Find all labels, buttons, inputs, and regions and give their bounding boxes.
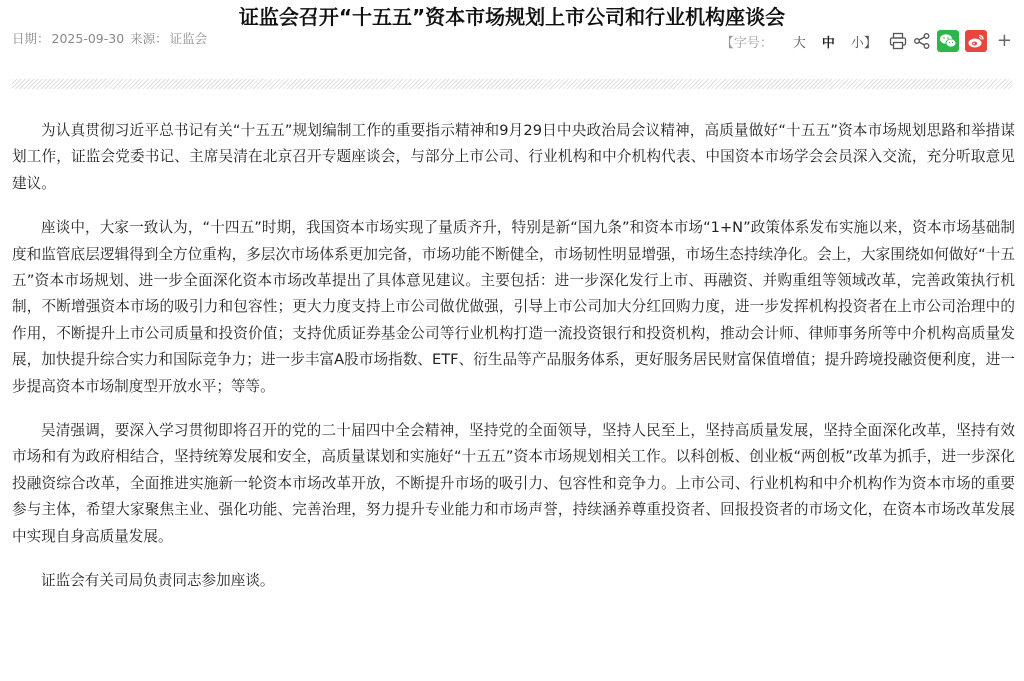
source-label: 来源： <box>130 31 168 46</box>
wechat-icon[interactable] <box>937 30 959 52</box>
font-size-small-button[interactable]: 小】 <box>850 35 877 51</box>
article-paragraph: 座谈中，大家一致认为，“十四五”时期，我国资本市场实现了量质齐升，特别是新“国九条”和资本市场“1+N”政策体系发布实施以来，资本市场基础制度和监管底层逻辑得到全方位重构，多层次市场体系更加完备，市场功能不断健全，市场韧性明显增强，市场生态持续净化。会上，大家围绕如何做好“十五五”资本市场规划、进一步全面深化资本市场改革提出了具体意见建议。主要包括：进一步深化发行上市、再融资、并购重组等领域改革，完善政策执行机制，不断增强资本市场的吸引力和包容性；更大力度支持上市公司做优做强，引导上市公司加大分红回购力度，进一步发挥机构投资者在上市公司治理中的作用，不断提升上市公司质量和投资价值；支持优质证券基金公司等行业机构打造一流投资银行和投资机构，推动会计师、律师事务所等中介机构高质量发展，加快提升综合实力和国际竞争力；进一步丰富A股市场指数、ETF、衍生品等产品服务体系，更好服务居民财富保值增值；提升跨境投融资便利度，进一步提高资本市场制度型开放水平；等等。 <box>12 219 1015 395</box>
print-icon[interactable] <box>889 32 907 50</box>
font-size-label: 【字号： <box>720 35 773 51</box>
article-paragraph: 证监会有关司局负责同志参加座谈。 <box>41 572 275 590</box>
date-label: 日期： <box>12 31 50 46</box>
share-icon[interactable] <box>913 32 931 50</box>
header-divider <box>12 79 1012 89</box>
article-meta <box>12 29 209 49</box>
article-paragraph: 吴清强调，要深入学习贯彻即将召开的党的二十届四中全会精神，坚持党的全面领导，坚持人民至上，坚持高质量发展，坚持全面深化改革，坚持有效市场和有为政府相结合，坚持统筹发展和安全，高质量谋划和实施好“十五五”资本市场规划相关工作。以科创板、创业板“两创板”改革为抓手，进一步深化投融资综合改革，全面推进实施新一轮资本市场改革开放，不断提升市场的吸引力、包容性和竞争力。上市公司、行业机构和中介机构作为资本市场的重要参与主体，希望大家聚焦主业、强化功能、完善治理，努力提升专业能力和市场声誉，持续涵养尊重投资者、回报投资者的市场文化，在资本市场改革发展中实现自身高质量发展。 <box>12 422 1015 545</box>
article-paragraph: 为认真贯彻习近平总书记有关“十五五”规划编制工作的重要指示精神和9月29日中央政治局会议精神，高质量做好“十五五”资本市场规划思路和举措谋划工作，证监会党委书记、主席吴清在北京召开专题座谈会，与部分上市公司、行业机构和中介机构代表、中国资本市场学会会员深入交流，充分听取意见建议。 <box>12 122 1015 192</box>
article-body <box>12 118 1015 613</box>
article-source: 证监会 <box>169 31 208 46</box>
article-toolbar <box>721 28 1012 54</box>
article-date: 2025-09-30 <box>51 31 125 46</box>
font-size-large-button[interactable]: 大 <box>792 35 806 51</box>
article-title: 证监会召开“十五五”资本市场规划上市公司和行业机构座谈会 <box>238 5 786 29</box>
plus-icon[interactable]: + <box>996 30 1012 51</box>
weibo-icon[interactable] <box>965 30 987 52</box>
font-size-medium-button[interactable]: 中 <box>821 35 835 51</box>
